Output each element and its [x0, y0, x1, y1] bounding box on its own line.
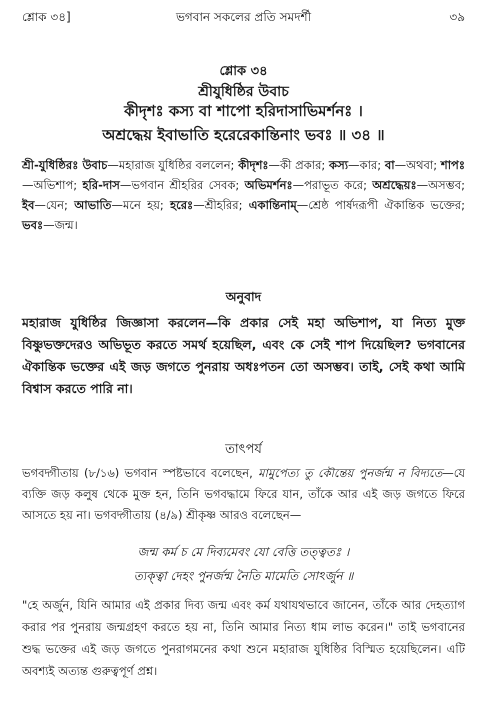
- synonym-meaning: —শ্রীহরির;: [193, 198, 249, 212]
- header-page-number: ৩৯: [449, 10, 465, 24]
- synonym-word: শাপঃ: [440, 158, 465, 172]
- synonym-word: অভিমর্শনঃ: [244, 178, 293, 192]
- synonym-meaning: —অভিশাপ;: [22, 178, 83, 192]
- synonym-meaning: —যেন;: [34, 198, 75, 212]
- synonym-meaning: —কার;: [348, 158, 385, 172]
- synonym-word: অশ্রদ্ধেয়ঃ: [372, 178, 417, 192]
- synonym-meaning: —পরাভূত করে;: [292, 178, 373, 192]
- synonym-word: ইব: [22, 198, 35, 212]
- translation-text: মহারাজ যুধিষ্ঠির জিজ্ঞাসা করলেন—কি প্রকার সেই মহা অভিশাপ, যা নিত্য মুক্ত বিষ্ণুভক্তদেরও অভিভূত করতে সমর্থ হয়েছিল, এবং কে সেই শাপ দিয়েছিল? ভগবানের ঐকান্তিক ভক্তের এই জড় জগতে পুনরায় অধঃপতন তো অসম্ভব। তাই, সেই কথা আমি বিশ্বাস করতে পারি না।: [22, 315, 465, 396]
- synonym-meaning: —মনে হয়;: [111, 198, 171, 212]
- synonym-meaning: —জন্ম।: [43, 218, 78, 232]
- synonym-word: কস্য: [329, 158, 349, 172]
- synonym-word: শ্রী-যুধিষ্ঠিরঃ উবাচ: [22, 158, 108, 172]
- synonyms-paragraph: [22, 155, 465, 235]
- synonym-word: হরেঃ: [170, 198, 194, 212]
- header-verse-ref: শ্লোক ৩৪]: [22, 10, 71, 24]
- synonym-word: আভাতি: [74, 198, 112, 212]
- translation-heading: অনুবাদ: [225, 289, 262, 304]
- synonym-meaning: —অসম্ভব;: [416, 178, 466, 192]
- purport-heading: তাৎপর্য: [225, 442, 262, 457]
- synonym-word: বা: [384, 158, 395, 172]
- synonym-word: হরি-দাস: [82, 178, 120, 192]
- quoted-verse-line-2: ত্যক্ত্বা দেহং পুনর্জন্ম নৈতি মামেতি সোঽর্জুন ॥: [133, 569, 354, 583]
- verse-line-2: অশ্রদ্ধেয় ইবাভাতি হরেরেকান্তিনাং ভবঃ ॥ ৩৪ ॥: [102, 126, 385, 144]
- synonym-word: ভবঃ: [22, 218, 44, 232]
- synonym-meaning: —ভগবান শ্রীহরির সেবক;: [119, 178, 245, 192]
- verse-speaker: শ্রীযুধিষ্ঠির উবাচ: [198, 84, 289, 100]
- synonym-meaning: —কী প্রকার;: [268, 158, 330, 172]
- synonym-meaning: —শ্রেষ্ঠ পার্ষদরূপী ঐকান্তিক ভক্তের;: [296, 198, 465, 212]
- quoted-verse: [0, 540, 487, 588]
- running-header: [22, 8, 465, 30]
- header-chapter-title: ভগবান সকলের প্রতি সমদর্শী: [175, 10, 312, 24]
- synonym-meaning: —অথবা;: [394, 158, 441, 172]
- synonym-word: কীদৃশঃ: [238, 158, 269, 172]
- purport-paragraph-2: "হে অর্জুন, যিনি আমার এই প্রকার দিব্য জন্ম এবং কর্ম যথাযথভাবে জানেন, তাঁকে আর দেহত্যাগ করার পর পুনরায় জন্মগ্রহণ করতে হয় না, তিনি আমার নিত্য ধাম লাভ করেন।" তাই ভগবানের শুদ্ধ ভক্তের এই জড় জগতে পুনরাগমনের কথা শুনে মহারাজ যুধিষ্ঠির বিস্মিত হয়েছিলেন। এটি অবশ্যই অত্যন্ত গুরুত্বপূর্ণ প্রশ্ন।: [22, 598, 465, 678]
- verse-number-label: শ্লোক ৩৪: [219, 64, 268, 79]
- quoted-verse-line-1: জন্ম কর্ম চ মে দিব্যমেবং যো বেত্তি তত্ত্বতঃ ।: [137, 545, 350, 559]
- purport-text: —যে ব্যক্তি জড় কলুষ থেকে মুক্ত হন, তিনি ভগবদ্ধামে ফিরে যান, তাঁকে আর এই জড় জগতে ফিরে আসতে হয় না। ভগবদ্গীতায় (৪/৯) শ্রীকৃষ্ণ আরও বলেছেন—: [22, 466, 465, 522]
- synonym-word: একান্তিনাম্: [248, 198, 297, 212]
- purport-inline-quote: মামুপেত্য তু কৌন্তেয় পুনর্জন্ম ন বিদ্যতে: [258, 466, 443, 480]
- synonym-meaning: —মহারাজ যুধিষ্ঠির বললেন;: [107, 158, 239, 172]
- purport-paragraph-1: [22, 463, 465, 526]
- purport-text: ভগবদ্গীতায় (৮/১৬) ভগবান স্পষ্টভাবে বলেছেন,: [22, 466, 259, 480]
- verse-line-1: কীদৃশঃ কস্য বা শাপো হরিদাসাভিমর্শনঃ ।: [124, 102, 363, 120]
